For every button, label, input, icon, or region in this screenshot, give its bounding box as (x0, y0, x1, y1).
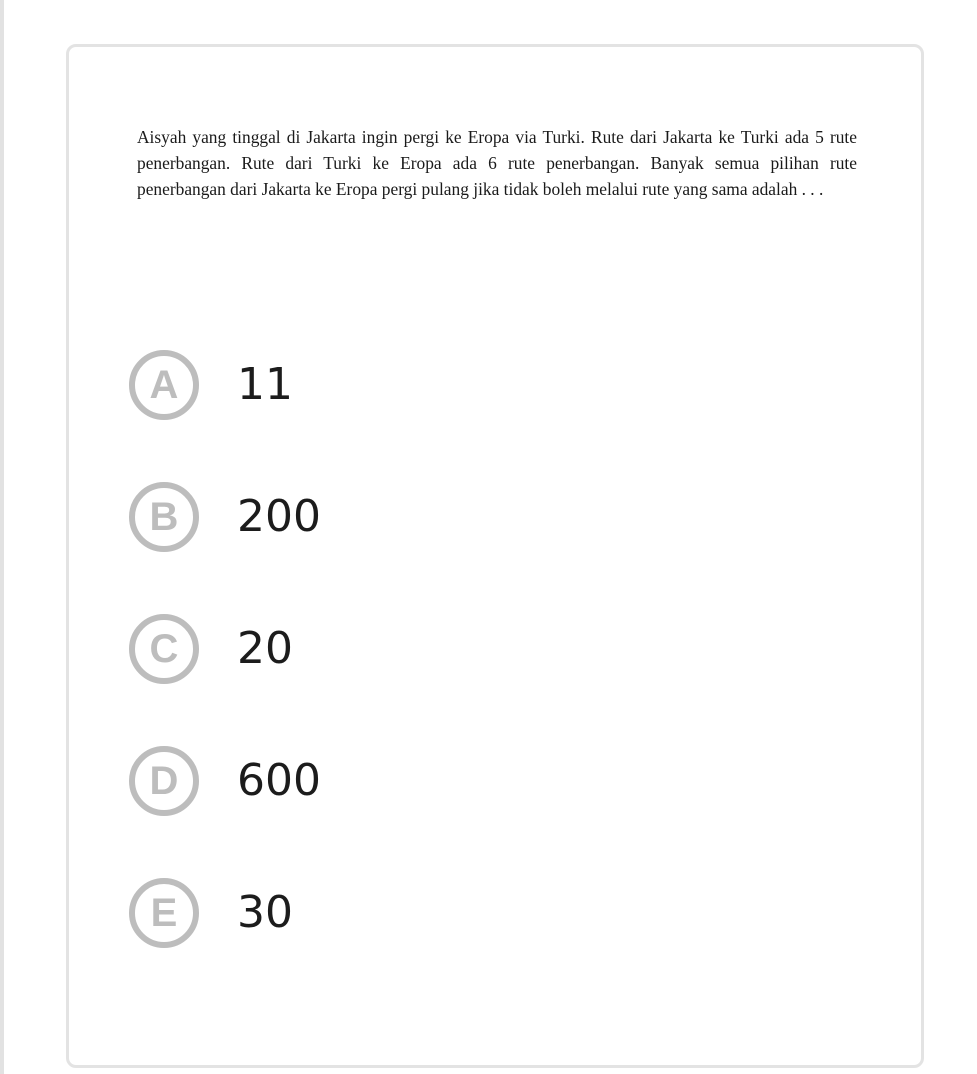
option-c-value[interactable]: 20 (237, 623, 293, 674)
option-a[interactable] (129, 345, 829, 425)
option-d-value[interactable]: 600 (237, 755, 321, 806)
question-card (66, 44, 924, 1068)
answer-options (129, 345, 829, 1005)
option-e-letter: E (150, 891, 178, 935)
option-c-letter: C (149, 627, 179, 671)
option-e-badge[interactable] (129, 878, 199, 948)
option-d-badge[interactable] (129, 746, 199, 816)
option-b-value[interactable]: 200 (237, 491, 321, 542)
option-c-badge[interactable] (129, 614, 199, 684)
left-divider (0, 0, 4, 1074)
question-text: Aisyah yang tinggal di Jakarta ingin pergi ke Eropa via Turki. Rute dari Jakarta ke Turki ada 5 rute penerbangan. Rute dari Turki ke Eropa ada 6 rute penerbangan. Banyak semua pilihan rute penerbangan dari Jakarta ke Eropa pergi pulang jika tidak boleh melalui rute yang sama adalah . . . (137, 127, 857, 199)
option-d-letter: D (149, 759, 179, 803)
option-b-badge[interactable] (129, 482, 199, 552)
option-b[interactable] (129, 477, 829, 557)
option-a-letter: A (149, 363, 179, 407)
option-b-letter: B (149, 495, 179, 539)
option-a-value[interactable]: 11 (237, 359, 293, 410)
option-e-value[interactable]: 30 (237, 887, 293, 938)
option-a-badge[interactable] (129, 350, 199, 420)
option-d[interactable] (129, 741, 829, 821)
option-c[interactable] (129, 609, 829, 689)
option-e[interactable] (129, 873, 829, 953)
